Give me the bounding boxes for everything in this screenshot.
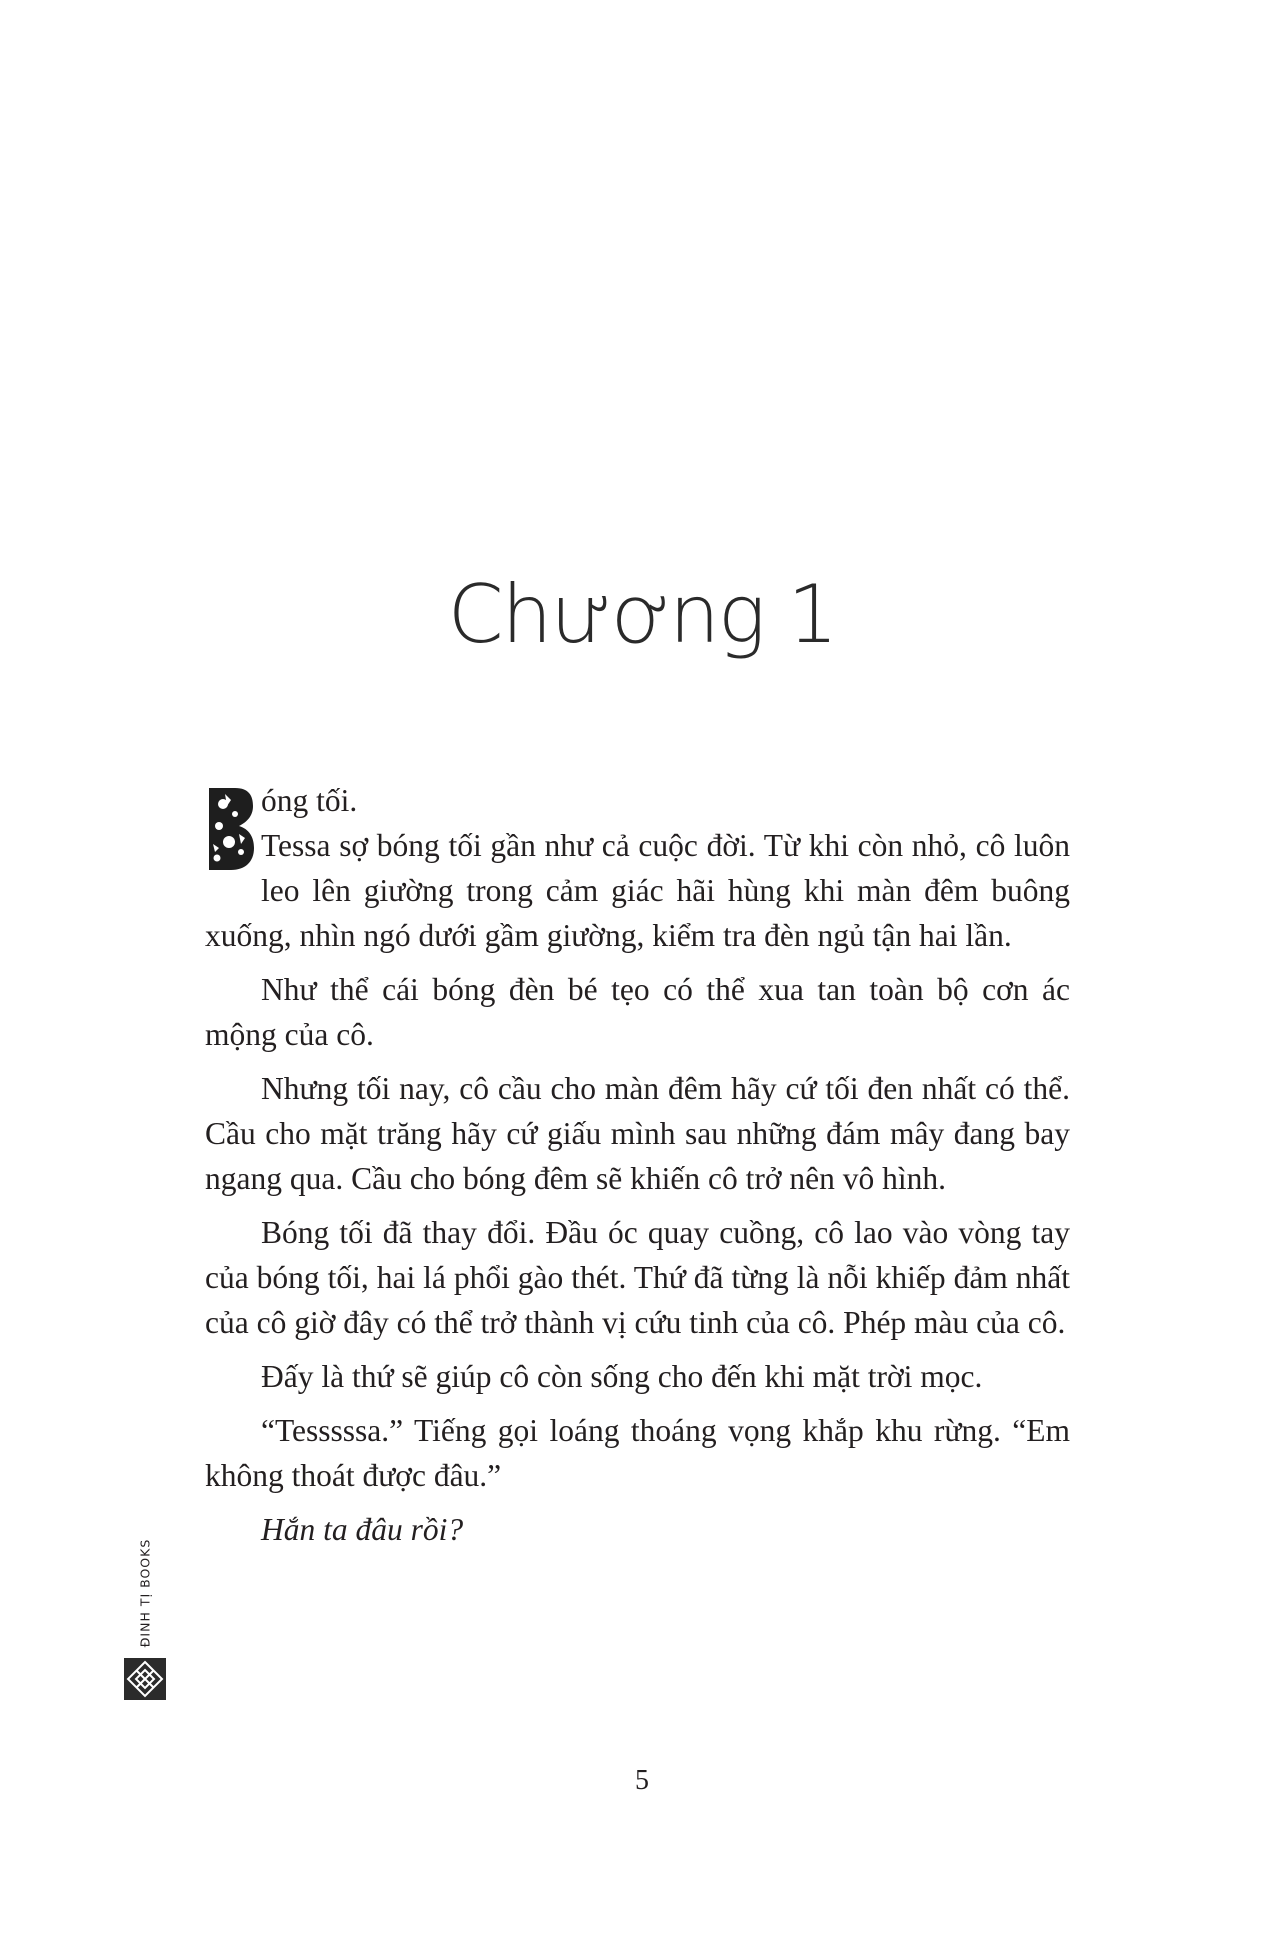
chapter-body [205,778,1070,1561]
paragraph-7: Hắn ta đâu rồi? [261,1512,464,1547]
paragraph-3: Nhưng tối nay, cô cầu cho màn đêm hãy cứ tối đen nhất có thể. Cầu cho mặt trăng hãy cứ giấu mình sau những đám mây đang bay ngang qua. Cầu cho bóng đêm sẽ khiến cô trở nên vô hình. [205,1071,1070,1196]
publisher-diamond-logo-icon [124,1658,166,1700]
paragraph-6: “Tesssssa.” Tiếng gọi loáng thoáng vọng khắp khu rừng. “Em không thoát được đâu.” [205,1413,1070,1493]
paragraph-4: Bóng tối đã thay đổi. Đầu óc quay cuồng, cô lao vào vòng tay của bóng tối, hai lá phổi gào thét. Thứ đã từng là nỗi khiếp đảm nhất của cô giờ đây có thể trở thành vị cứu tinh của cô. Phép màu của cô. [205,1215,1070,1340]
paragraph-1-opening: óng tối. [261,783,358,818]
page-number: 5 [635,1765,649,1796]
paragraph-2: Như thể cái bóng đèn bé tẹo có thể xua tan toàn bộ cơn ác mộng của cô. [205,972,1070,1052]
dropcap-letter-b [205,786,255,872]
paragraph-1-text: Tessa sợ bóng tối gần như cả cuộc đời. Từ khi còn nhỏ, cô luôn leo lên giường trong cảm giác hãi hùng khi màn đêm buông xuống, nhìn ngó dưới gầm giường, kiểm tra đèn ngủ tận hai lần. [205,828,1070,953]
paragraph-5: Đấy là thứ sẽ giúp cô còn sống cho đến khi mặt trời mọc. [261,1359,983,1394]
publisher-mark [124,1535,166,1700]
publisher-name: ĐINH TỊ BOOKS [137,1538,153,1648]
chapter-title: Chương 1 [447,568,837,661]
paragraph-1 [205,778,1070,958]
